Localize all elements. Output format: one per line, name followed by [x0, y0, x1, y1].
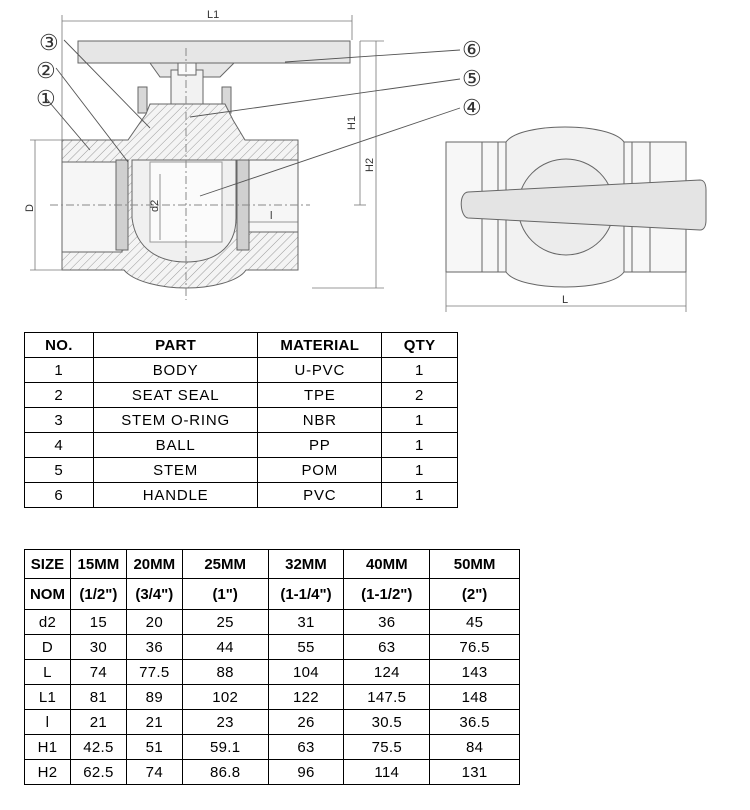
cell-value: 30 — [70, 635, 126, 660]
dim-label-l-side: L — [562, 294, 569, 306]
size-table-header-size — [25, 550, 520, 579]
cell-qty: 1 — [382, 458, 458, 483]
cell-value: 77.5 — [126, 660, 182, 685]
cell-dimension: H2 — [25, 760, 71, 785]
cell-value: 147.5 — [344, 685, 430, 710]
cell-qty: 1 — [382, 358, 458, 383]
cell-value: 75.5 — [344, 735, 430, 760]
header-qty: QTY — [382, 333, 458, 358]
table-row — [25, 760, 520, 785]
table-row — [25, 458, 458, 483]
cell-dimension: d2 — [25, 610, 71, 635]
header-20mm: 20MM — [126, 550, 182, 579]
header-nom-1-2: (1/2") — [70, 579, 126, 610]
header-nom: NOM — [25, 579, 71, 610]
cell-value: 30.5 — [344, 710, 430, 735]
header-nom-1: (1") — [182, 579, 268, 610]
header-32mm: 32MM — [268, 550, 344, 579]
cell-value: 148 — [430, 685, 520, 710]
header-25mm: 25MM — [182, 550, 268, 579]
table-row — [25, 735, 520, 760]
cell-value: 45 — [430, 610, 520, 635]
cell-dimension: L1 — [25, 685, 71, 710]
cell-value: 36 — [126, 635, 182, 660]
header-nom-3-4: (3/4") — [126, 579, 182, 610]
dim-label-d2: d2 — [149, 199, 161, 212]
callout-5: ⑤ — [462, 66, 482, 91]
cell-value: 84 — [430, 735, 520, 760]
cell-value: 44 — [182, 635, 268, 660]
valve-drawing — [0, 0, 750, 330]
cell-value: 81 — [70, 685, 126, 710]
table-row — [25, 483, 458, 508]
callout-3: ③ — [39, 30, 59, 55]
header-40mm: 40MM — [344, 550, 430, 579]
cell-value: 26 — [268, 710, 344, 735]
header-nom-1-1-2: (1-1/2") — [344, 579, 430, 610]
cell-value: 51 — [126, 735, 182, 760]
header-nom-1-1-4: (1-1/4") — [268, 579, 344, 610]
cell-dimension: L — [25, 660, 71, 685]
cell-value: 74 — [126, 760, 182, 785]
cell-value: 131 — [430, 760, 520, 785]
cell-material: NBR — [258, 408, 382, 433]
table-row — [25, 383, 458, 408]
size-table-header-nom — [25, 579, 520, 610]
dim-label-h2: H2 — [364, 157, 376, 172]
cell-value: 124 — [344, 660, 430, 685]
cell-value: 36 — [344, 610, 430, 635]
top-view — [446, 127, 706, 312]
header-50mm: 50MM — [430, 550, 520, 579]
cell-value: 122 — [268, 685, 344, 710]
cell-part: STEM O-RING — [93, 408, 258, 433]
cell-no: 4 — [25, 433, 94, 458]
parts-table — [24, 332, 458, 508]
dim-label-d: D — [24, 204, 36, 212]
cell-dimension: H1 — [25, 735, 71, 760]
cell-value: 114 — [344, 760, 430, 785]
cell-value: 74 — [70, 660, 126, 685]
cell-value: 89 — [126, 685, 182, 710]
cell-value: 143 — [430, 660, 520, 685]
cell-qty: 1 — [382, 408, 458, 433]
cell-no: 5 — [25, 458, 94, 483]
dim-label-l1: L1 — [207, 9, 220, 21]
cell-no: 6 — [25, 483, 94, 508]
cell-qty: 1 — [382, 433, 458, 458]
callout-1: ① — [36, 86, 56, 111]
cell-value: 20 — [126, 610, 182, 635]
cell-value: 25 — [182, 610, 268, 635]
cell-value: 31 — [268, 610, 344, 635]
dim-label-h1: H1 — [346, 115, 358, 130]
size-table — [24, 549, 520, 785]
cell-value: 42.5 — [70, 735, 126, 760]
cell-dimension: D — [25, 635, 71, 660]
table-row — [25, 710, 520, 735]
callout-4: ④ — [462, 95, 482, 120]
cell-value: 102 — [182, 685, 268, 710]
header-no: NO. — [25, 333, 94, 358]
cell-material: PP — [258, 433, 382, 458]
header-material: MATERIAL — [258, 333, 382, 358]
cell-value: 88 — [182, 660, 268, 685]
handle-shape — [78, 41, 350, 63]
cell-no: 3 — [25, 408, 94, 433]
table-row — [25, 635, 520, 660]
cell-material: TPE — [258, 383, 382, 408]
cell-material: POM — [258, 458, 382, 483]
cell-part: STEM — [93, 458, 258, 483]
cell-value: 21 — [126, 710, 182, 735]
cell-no: 1 — [25, 358, 94, 383]
cell-value: 62.5 — [70, 760, 126, 785]
parts-table-header — [25, 333, 458, 358]
dim-label-l-small: l — [270, 210, 273, 222]
cell-value: 23 — [182, 710, 268, 735]
callout-6: ⑥ — [462, 37, 482, 62]
cell-value: 76.5 — [430, 635, 520, 660]
table-row — [25, 408, 458, 433]
cell-part: HANDLE — [93, 483, 258, 508]
sectional-view — [50, 41, 350, 300]
header-part: PART — [93, 333, 258, 358]
cell-no: 2 — [25, 383, 94, 408]
cell-value: 36.5 — [430, 710, 520, 735]
cell-part: BODY — [93, 358, 258, 383]
cell-value: 63 — [268, 735, 344, 760]
cell-value: 55 — [268, 635, 344, 660]
table-row — [25, 660, 520, 685]
cell-value: 63 — [344, 635, 430, 660]
table-row — [25, 358, 458, 383]
cell-value: 21 — [70, 710, 126, 735]
header-15mm: 15MM — [70, 550, 126, 579]
cell-value: 15 — [70, 610, 126, 635]
cell-value: 104 — [268, 660, 344, 685]
cell-part: BALL — [93, 433, 258, 458]
table-row — [25, 685, 520, 710]
cell-value: 59.1 — [182, 735, 268, 760]
table-row — [25, 610, 520, 635]
cell-value: 86.8 — [182, 760, 268, 785]
cell-material: U-PVC — [258, 358, 382, 383]
cell-material: PVC — [258, 483, 382, 508]
cell-value: 96 — [268, 760, 344, 785]
table-row — [25, 433, 458, 458]
cell-qty: 2 — [382, 383, 458, 408]
cell-qty: 1 — [382, 483, 458, 508]
cell-part: SEAT SEAL — [93, 383, 258, 408]
cell-dimension: l — [25, 710, 71, 735]
header-nom-2: (2") — [430, 579, 520, 610]
callout-2: ② — [36, 58, 56, 83]
header-size: SIZE — [25, 550, 71, 579]
